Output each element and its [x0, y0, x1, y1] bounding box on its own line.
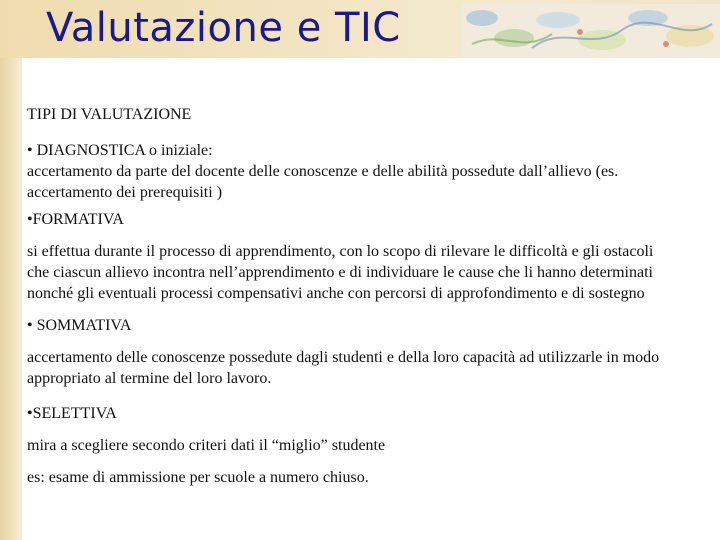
- selettiva-label: •SELETTIVA: [27, 405, 117, 422]
- formativa-text: si effettua durante il processo di apprendimento, con lo scopo di rilevare le difficoltà e gli ostacoli che ciascun allievo incontra nell’apprendimento e di individuare le cause che li hanno determinati nonché gli eventuali processi compensativi anche con percorsi di approfondimento e di sostegno: [27, 243, 654, 302]
- selettiva-text: mira a scegliere secondo criteri dati il “miglio” studente: [27, 437, 386, 454]
- formativa-label: •FORMATIVA: [27, 211, 124, 228]
- left-decorative-band: [0, 0, 22, 540]
- selettiva-example: es: esame di ammissione per scuole a numero chiuso.: [27, 469, 369, 486]
- sommativa-label: • SOMMATIVA: [27, 317, 132, 334]
- diagnostica-label: • DIAGNOSTICA o iniziale:: [27, 142, 213, 159]
- slide-body: [27, 104, 677, 488]
- decorative-pattern-image: [462, 4, 720, 58]
- slide-title: Valutazione e TIC: [46, 5, 401, 51]
- sommativa-text: accertamento delle conoscenze possedute dagli studenti e della loro capacità ad utilizzarle in modo appropriato al termine del loro lavoro.: [27, 349, 660, 387]
- diagnostica-text: accertamento da parte del docente delle conoscenze e delle abilità possedute dall’allievo (es. accertamento dei prerequisiti ): [27, 163, 619, 201]
- section-heading: TIPI DI VALUTAZIONE: [27, 106, 192, 123]
